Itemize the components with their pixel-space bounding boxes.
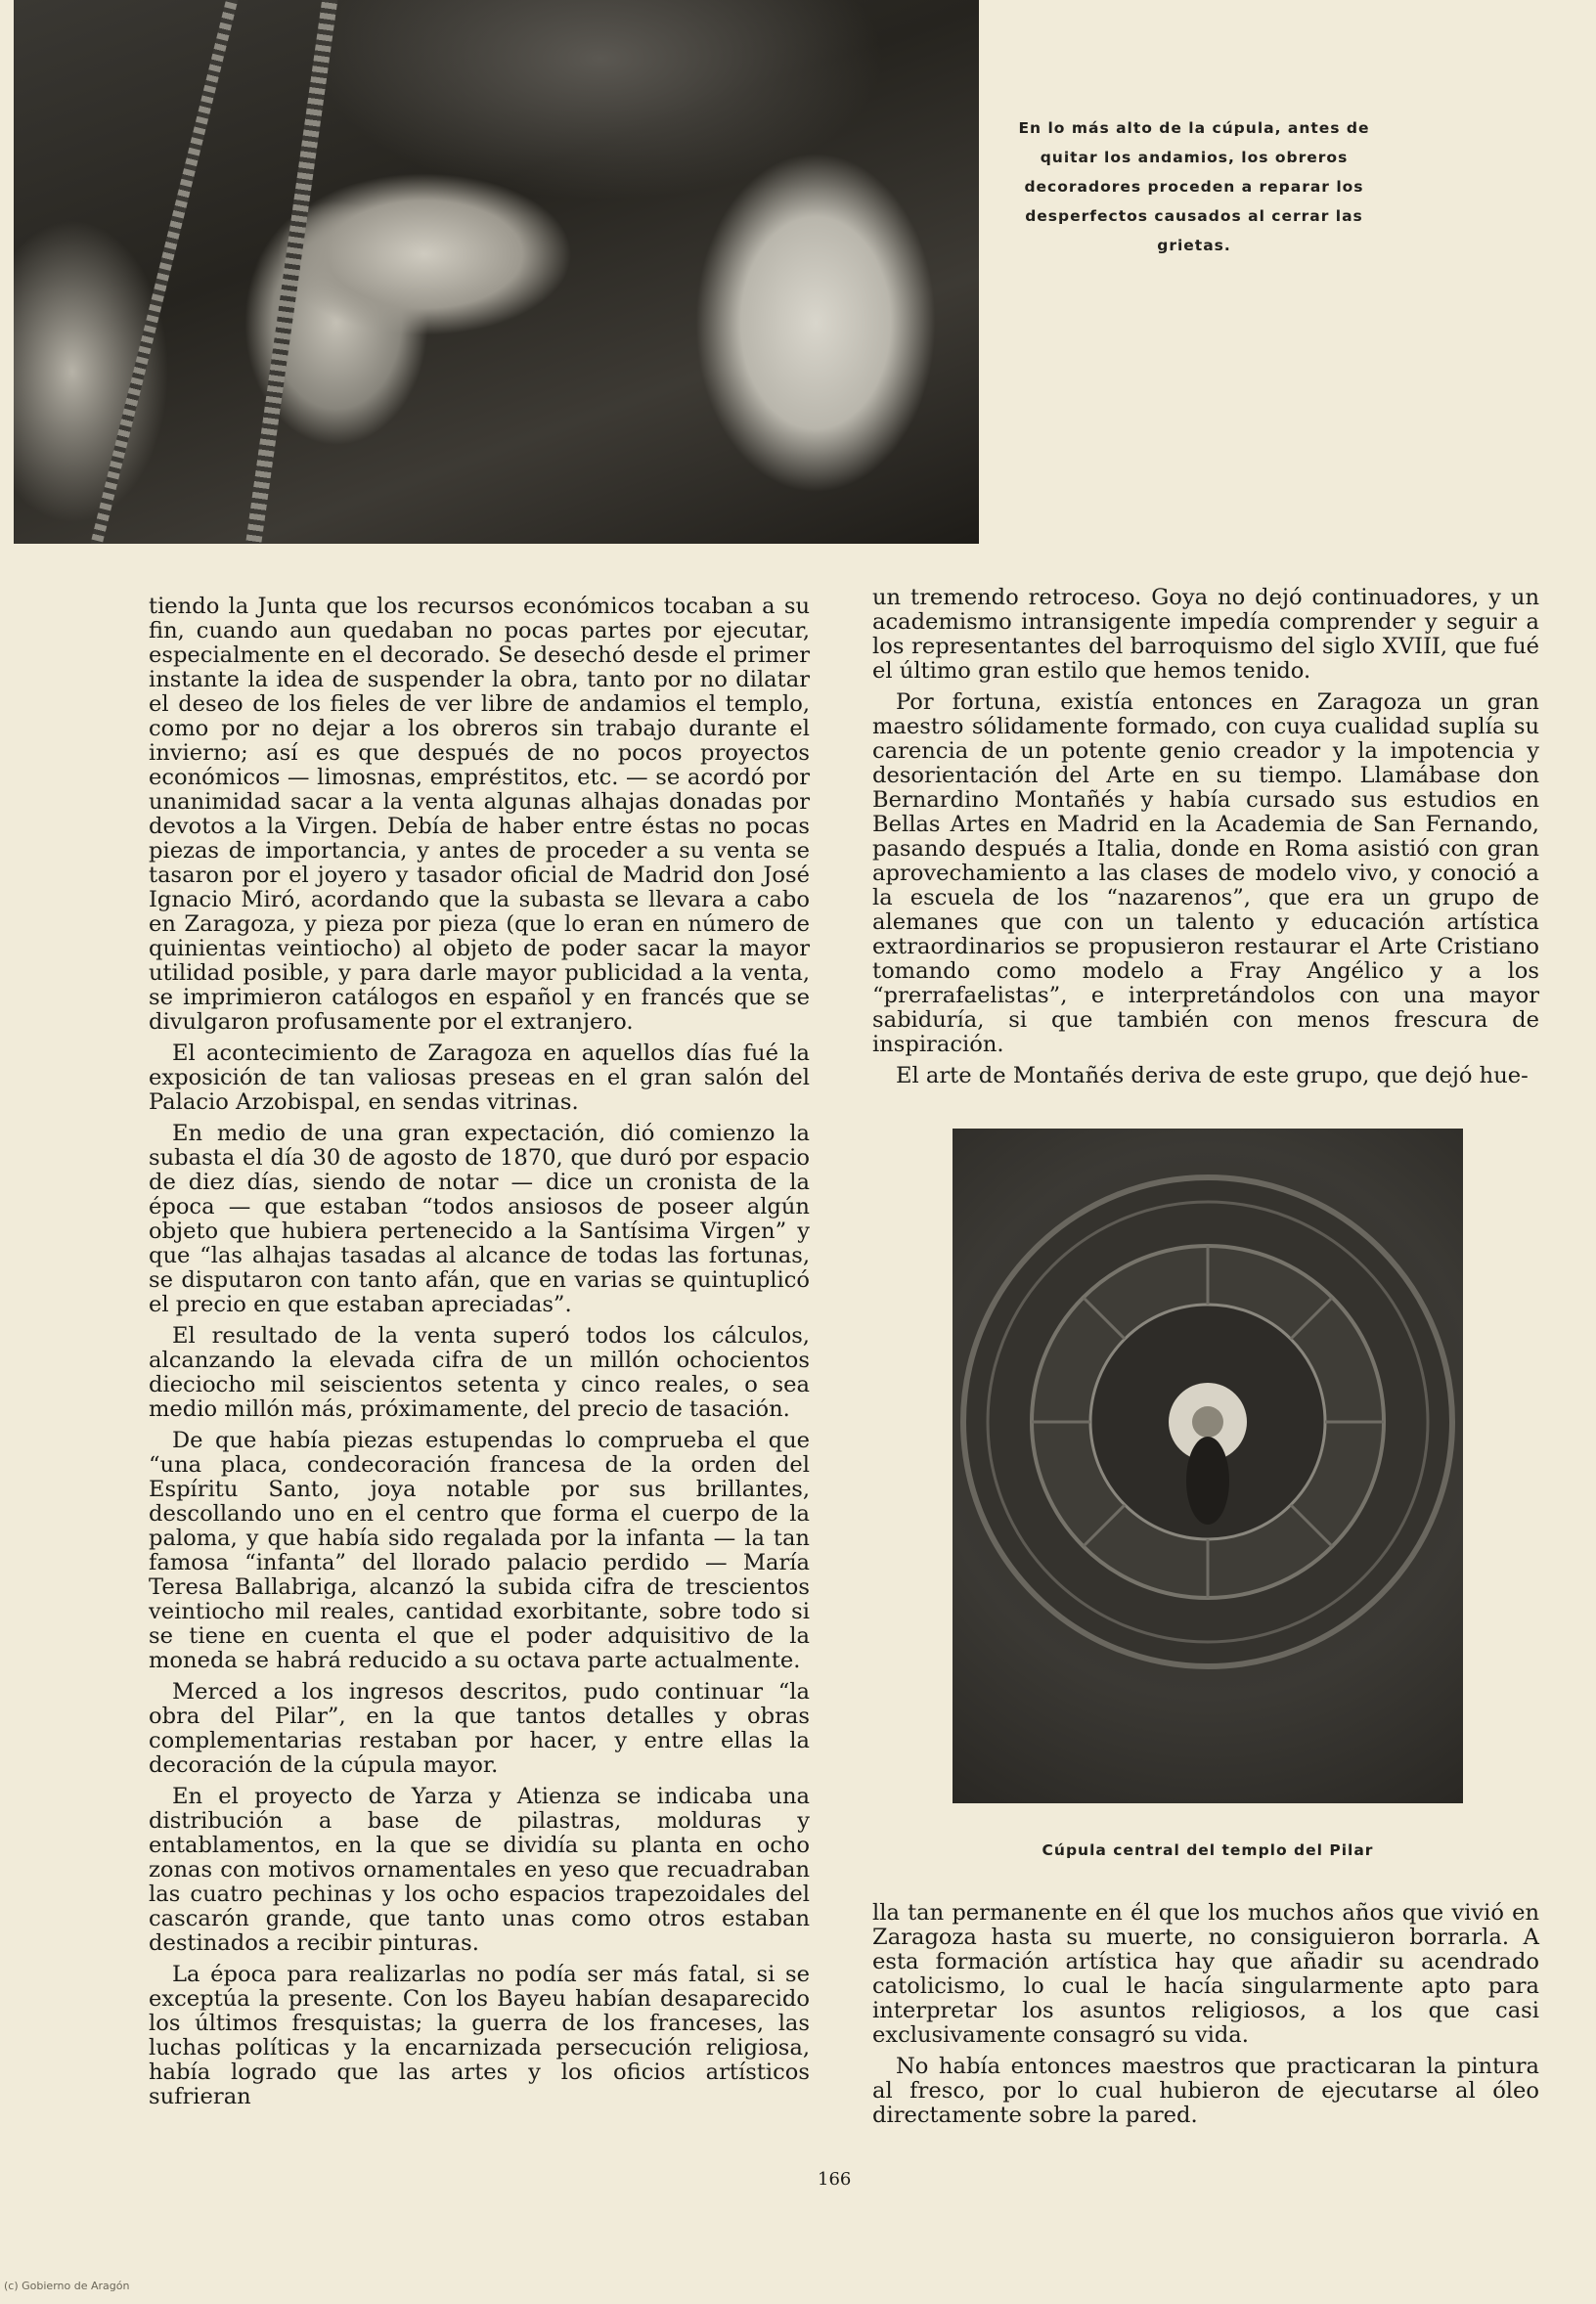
- copyright-watermark: (c) Gobierno de Aragón: [4, 2280, 130, 2292]
- article-paragraph: Por fortuna, existía entonces en Zaragoza un gran maestro sólidamente formado, con cuya cualidad suplía su carencia de un potente genio creador y la impotencia y desorientación del Arte en su tiempo. Llamábase don Bernardino Montañés y había cursado sus estudios en Bellas Artes en Madrid en la Academia de San Fernando, pasando después a Italia, donde en Roma asistió con gran aprovechamiento a las clases de modelo vivo, y conoció a la escuela de los “nazarenos”, que era un grupo de alemanes que con un talento y educación artística extraordinarios se propusieron restaurar el Arte Cristiano tomando como modelo a Fray Angélico y a los “prerrafaelistas”, e interpretándolos con una mayor sabiduría, si que también con menos frescura de inspiración.: [872, 689, 1539, 1057]
- article-paragraph: El acontecimiento de Zaragoza en aquellos días fué la exposición de tan valiosas preseas en el gran salón del Palacio Arzobispal, en sendas vitrinas.: [149, 1041, 810, 1115]
- article-left-column: [149, 595, 810, 2116]
- article-paragraph: En el proyecto de Yarza y Atienza se indicaba una distribución a base de pilastras, molduras y entablamentos, en la que se dividía su planta en ocho zonas con motivos ornamentales en yeso que recuadraban las cuatro pechinas y los ocho espacios trapezoidales del cascarón grande, que tanto unas como otros estaban destinados a recibir pinturas.: [149, 1784, 810, 1956]
- dome-photo-caption: Cúpula central del templo del Pilar: [1042, 1841, 1374, 1859]
- article-right-column-bottom: [872, 1901, 1539, 2135]
- article-paragraph: Merced a los ingresos descritos, pudo continuar “la obra del Pilar”, en la que tantos detalles y obras complementarias restaban por hacer, y entre ellas la decoración de la cúpula mayor.: [149, 1679, 810, 1778]
- top-photo-caption: En lo más alto de la cúpula, antes de quitar los andamios, los obreros decoradores proceden a reparar los desperfectos causados al cerrar las grietas.: [1018, 119, 1370, 254]
- article-paragraph: El arte de Montañés deriva de este grupo, que dejó hue-: [896, 1063, 1529, 1088]
- article-paragraph: La época para realizarlas no podía ser más fatal, si se exceptúa la presente. Con los Bayeu habían desaparecido los últimos fresquistas; la guerra de los franceses, las luchas políticas y la encarnizada persecución religiosa, había logrado que las artes y los oficios artísticos sufrieran: [149, 1962, 810, 2109]
- article-paragraph: lla tan permanente en él que los muchos años que vivió en Zaragoza hasta su muerte, no consiguieron borrarla. A esta formación artística hay que añadir su acendrado catolicismo, lo cual le hacía singularmente apto para interpretar los asuntos religiosos, a los que casi exclusivamente consagró su vida.: [872, 1900, 1539, 2048]
- article-paragraph: No había entonces maestros que practicaran la pintura al fresco, por lo cual hubieron de ejecutarse al óleo directamente sobre la pared.: [872, 2054, 1539, 2128]
- article-paragraph: tiendo la Junta que los recursos económicos tocaban a su fin, cuando aun quedaban no pocas partes por ejecutar, especialmente en el decorado. Se desechó desde el primer instante la idea de suspender la obra, tanto por no dilatar el deseo de los fieles de ver libre de andamios el templo, como por no dejar a los obreros sin trabajo durante el invierno; así es que después de no pocos proyectos económicos — limosnas, empréstitos, etc. — se acordó por unanimidad sacar a la venta algunas alhajas donadas por devotos a la Virgen. Debía de haber entre éstas no pocas piezas de importancia, y antes de proceder a su venta se tasaron por el joyero y tasador oficial de Madrid don José Ignacio Miró, acordando que la subasta se llevara a cabo en Zaragoza, y pieza por pieza (que lo eran en número de quinientas veintiocho) al objeto de poder sacar la mayor utilidad posible, y para darle mayor publicidad a la venta, se imprimieron catálogos en español y en francés que se divulgaron profusamente por el extranjero.: [149, 594, 810, 1035]
- article-paragraph: De que había piezas estupendas lo comprueba el que “una placa, condecoración francesa de la orden del Espíritu Santo, joya notable por sus brillantes, descollando uno en el centro que forma el cuerpo de la paloma, y que había sido regalada por la infanta — la tan famosa “infanta” del llorado palacio perdido — María Teresa Ballabriga, alcanzó la subida cifra de trescientos veintiocho mil reales, cantidad exorbitante, sobre todo si se tiene en cuenta el que el poder adquisitivo de la moneda se habrá reducido a su octava parte actualmente.: [149, 1428, 810, 1673]
- dome-icon: [953, 1129, 1463, 1803]
- rope-icon: [84, 0, 243, 544]
- dome-photo: [953, 1129, 1463, 1803]
- article-paragraph: un tremendo retroceso. Goya no dejó continuadores, y un academismo intransigente impedía comprender y seguir a los representantes del barroquismo del siglo XVIII, que fué el último gran estilo que hemos tenido.: [872, 585, 1539, 684]
- article-paragraph: El resultado de la venta superó todos los cálculos, alcanzando la elevada cifra de un millón ochocientos dieciocho mil seiscientos setenta y cinco reales, o sea medio millón más, próximamente, del precio de tasación.: [149, 1323, 810, 1422]
- scaffold-workers-photo: [14, 0, 979, 544]
- article-right-column-top: [872, 586, 1539, 1095]
- article-paragraph: En medio de una gran expectación, dió comienzo la subasta el día 30 de agosto de 1870, que duró por espacio de diez días, siendo de notar — dice un cronista de la época — que estaban “todos ansiosos de poseer algún objeto que hubiera pertenecido a la Santísima Virgen” y que “las alhajas tasadas al alcance de todas las fortunas, se disputaron con tanto afán, que en varias se quintuplicó el precio en que estaban apreciadas”.: [149, 1121, 810, 1317]
- page-number: 166: [818, 2169, 852, 2190]
- rope-icon: [241, 0, 340, 544]
